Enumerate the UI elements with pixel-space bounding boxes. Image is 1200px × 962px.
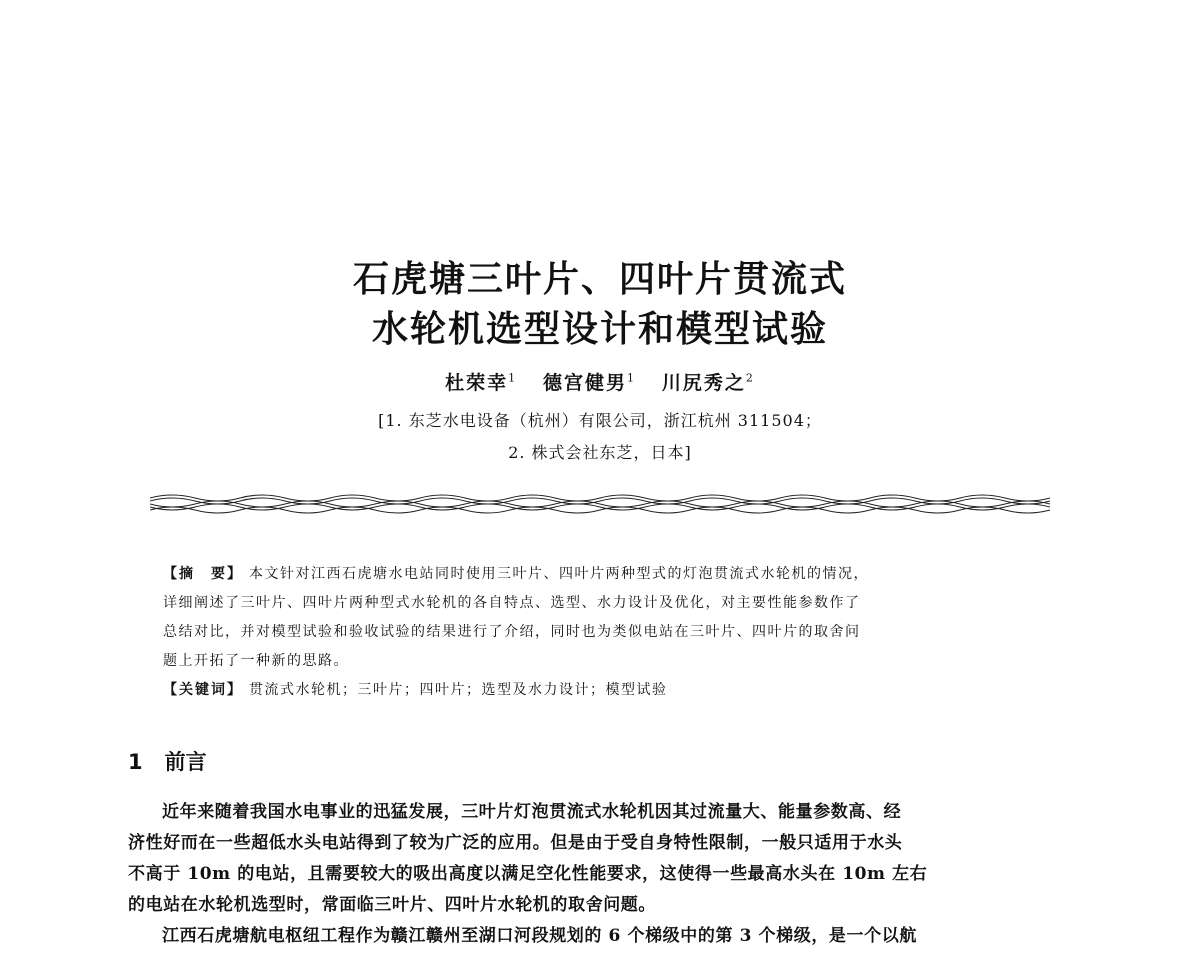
decorative-wave-divider: [150, 490, 1056, 518]
abstract-line-2: 详细阐述了三叶片、四叶片两种型式水轮机的各自特点、选型、水力设计及优化，对主要性能参数作了: [163, 595, 861, 611]
section-heading: [128, 746, 207, 776]
section-title: 前言: [164, 750, 207, 774]
section-number: 1: [128, 750, 143, 774]
author-affiliation-mark: 1: [627, 371, 636, 385]
body-paragraph-line: 济性好而在一些超低水头电站得到了较为广泛的应用。但是由于受自身特性限制，一般只适用于水头: [128, 833, 903, 853]
author-affiliation-mark: 1: [508, 371, 518, 385]
abstract-line-4: 题上开拓了一种新的思路。: [163, 653, 349, 669]
body-paragraph-line: 江西石虎塘航电枢纽工程作为赣江赣州至湖口河段规划的 6 个梯级中的第 3 个梯级，是一个以航: [162, 926, 917, 946]
author-affiliation-mark: 2: [745, 371, 755, 385]
body-paragraph-line: 不高于 10m 的电站，且需要较大的吸出高度以满足空化性能要求，这使得一些最高水头在 10m 左右: [128, 864, 928, 884]
author-name: 川尻秀之: [661, 372, 746, 394]
keywords-line: [163, 676, 1043, 705]
paper-title-line-2: 水轮机选型设计和模型试验: [371, 309, 828, 350]
abstract-text: 本文针对江西石虎塘水电站同时使用三叶片、四叶片两种型式的灯泡贯流式水轮机的情况，: [248, 566, 869, 582]
abstract-line-1: [163, 560, 1043, 589]
keywords-text: 贯流式水轮机；三叶片；四叶片；选型及水力设计；模型试验: [248, 682, 668, 698]
author-name: 德宫健男: [542, 372, 627, 394]
body-paragraph-line: 的电站在水轮机选型时，常面临三叶片、四叶片水轮机的取舍问题。: [128, 895, 656, 915]
body-paragraph-line: 近年来随着我国水电事业的迅猛发展，三叶片灯泡贯流式水轮机因其过流量大、能量参数高、经: [162, 802, 902, 822]
abstract-label: 【摘 要】: [163, 566, 243, 582]
keywords-label: 【关键词】: [163, 682, 243, 698]
affiliation-line-2: 2. 株式会社东芝，日本]: [508, 443, 692, 462]
author-list: [0, 368, 1200, 395]
author-name: 杜荣幸: [445, 372, 509, 394]
abstract-line-3: 总结对比，并对模型试验和验收试验的结果进行了介绍，同时也为类似电站在三叶片、四叶片的取舍问: [163, 624, 861, 640]
affiliation-line-1: [1. 东芝水电设备（杭州）有限公司，浙江杭州 311504；: [378, 411, 822, 430]
paper-title-line-1: 石虎塘三叶片、四叶片贯流式: [352, 259, 847, 300]
